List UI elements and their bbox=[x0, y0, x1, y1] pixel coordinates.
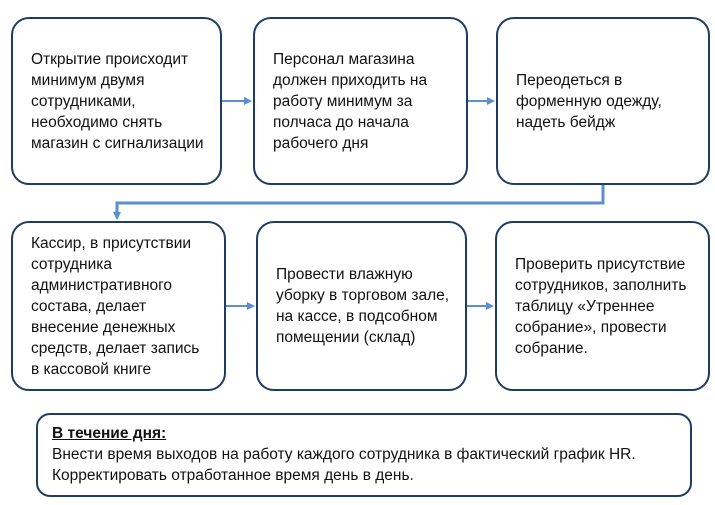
step-4-box bbox=[11, 221, 226, 391]
step-3-text: Переодеться в форменную одежду, надеть бейдж bbox=[516, 71, 662, 131]
step-2-text: Персонал магазина должен приходить на работу минимум за полчаса до начала рабочего дня bbox=[273, 50, 428, 152]
step-3-box bbox=[496, 17, 710, 185]
arrow-step3-to-step4 bbox=[117, 185, 603, 218]
step-2-box bbox=[253, 17, 468, 185]
daytime-note-box bbox=[36, 413, 692, 497]
step-4-text: Кассир, в присутствии сотрудника административного состава, делает внесение денежных средств, делает запись в кассовой книге bbox=[31, 234, 200, 378]
daytime-note-line-1: Внести время выходов на работу каждого сотрудника в фактический график HR. bbox=[52, 446, 636, 463]
step-6-box bbox=[495, 221, 710, 391]
step-5-box bbox=[256, 221, 467, 391]
step-5-text: Провести влажную уборку в торговом зале, на кассе, в подсобном помещении (склад) bbox=[276, 266, 450, 346]
step-1-text: Открытие происходит минимум двумя сотрудниками, необходимо снять магазин с сигнализации bbox=[31, 50, 204, 152]
step-6-text: Проверить присутствие сотрудников, заполнить таблицу «Утреннее собрание», провести собрание. bbox=[515, 255, 687, 357]
step-1-box bbox=[11, 17, 222, 185]
daytime-note-title: В течение дня: bbox=[52, 425, 167, 442]
daytime-note-line-2: Корректировать отработанное время день в день. bbox=[52, 467, 414, 484]
